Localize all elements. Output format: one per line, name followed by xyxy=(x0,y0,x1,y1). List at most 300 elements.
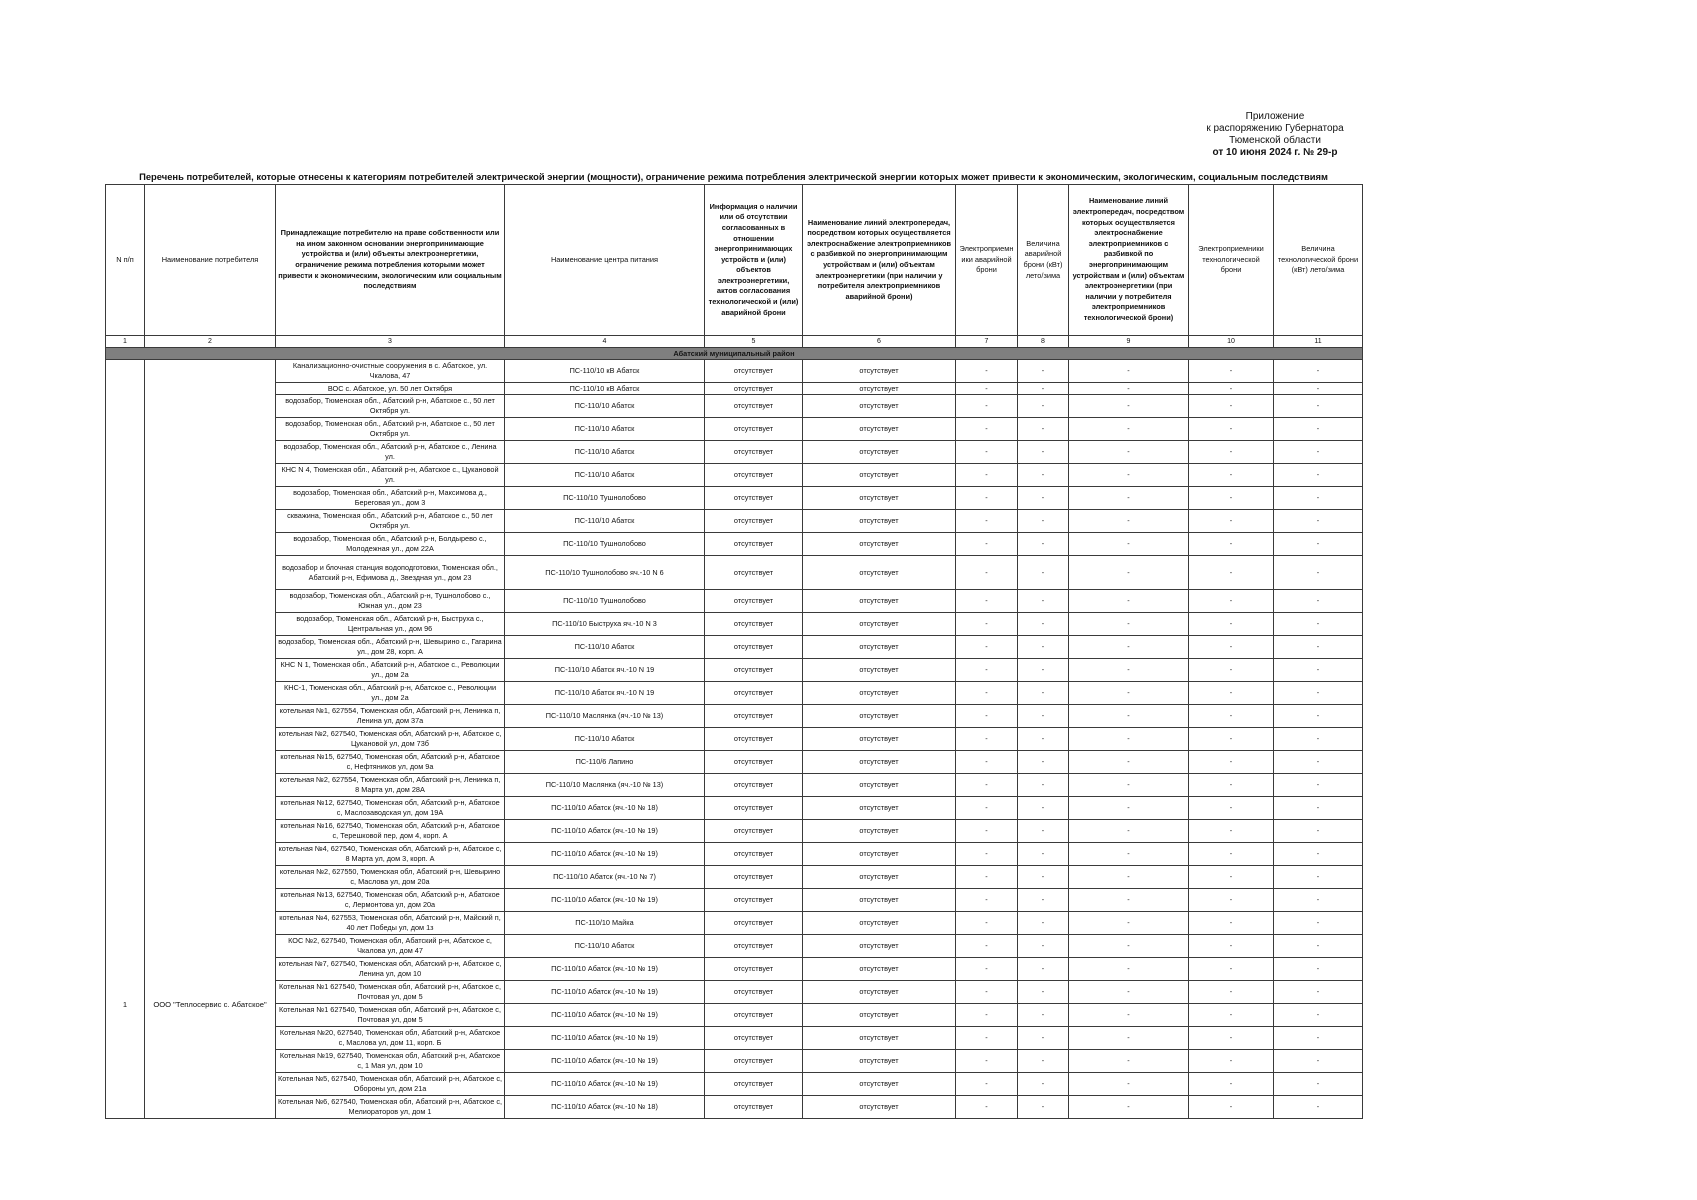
power-center-cell: ПС-110/10 Абатск (яч.-10 № 19) xyxy=(505,981,705,1004)
emergency-receivers-cell: - xyxy=(956,556,1018,590)
agreement-info-cell: отсутствует xyxy=(705,797,803,820)
emergency-receivers-cell: - xyxy=(956,464,1018,487)
section-title: Абатский муниципальный район xyxy=(106,348,1363,360)
tech-capacity-cell: - xyxy=(1274,556,1363,590)
tech-capacity-cell: - xyxy=(1274,751,1363,774)
tech-lines-cell: - xyxy=(1069,889,1189,912)
power-center-cell: ПС-110/10 кВ Абатск xyxy=(505,360,705,383)
column-number: 9 xyxy=(1069,336,1189,348)
tech-receivers-cell: - xyxy=(1189,659,1274,682)
tech-lines-cell: - xyxy=(1069,774,1189,797)
tech-capacity-cell: - xyxy=(1274,935,1363,958)
power-center-cell: ПС-110/10 Абатск xyxy=(505,636,705,659)
tech-lines-cell: - xyxy=(1069,441,1189,464)
tech-lines-cell: - xyxy=(1069,682,1189,705)
tech-capacity-cell: - xyxy=(1274,958,1363,981)
tech-receivers-cell: - xyxy=(1189,866,1274,889)
tech-capacity-cell: - xyxy=(1274,1004,1363,1027)
emergency-capacity-cell: - xyxy=(1018,1050,1069,1073)
table-row xyxy=(106,533,1363,556)
emergency-lines-cell: отсутствует xyxy=(803,820,956,843)
tech-lines-cell: - xyxy=(1069,1050,1189,1073)
object-cell: скважина, Тюменская обл., Абатский р-н, Абатское с., 50 лет Октября ул. xyxy=(276,510,505,533)
table-row xyxy=(106,728,1363,751)
power-center-cell: ПС-110/10 Тушнолобово яч.-10 N 6 xyxy=(505,556,705,590)
emergency-capacity-cell: - xyxy=(1018,487,1069,510)
power-center-cell: ПС-110/10 Тушнолобово xyxy=(505,487,705,510)
emergency-lines-cell: отсутствует xyxy=(803,1050,956,1073)
agreement-info-cell: отсутствует xyxy=(705,751,803,774)
column-numbers-row xyxy=(106,336,1363,348)
emergency-capacity-cell: - xyxy=(1018,659,1069,682)
agreement-info-cell: отсутствует xyxy=(705,533,803,556)
emergency-lines-cell: отсутствует xyxy=(803,418,956,441)
agreement-info-cell: отсутствует xyxy=(705,682,803,705)
tech-lines-cell: - xyxy=(1069,383,1189,395)
tech-receivers-cell: - xyxy=(1189,981,1274,1004)
emergency-lines-cell: отсутствует xyxy=(803,1096,956,1119)
power-center-cell: ПС-110/10 Абатск яч.-10 N 19 xyxy=(505,659,705,682)
emergency-lines-cell: отсутствует xyxy=(803,464,956,487)
power-center-cell: ПС-110/10 Абатск (яч.-10 № 19) xyxy=(505,1050,705,1073)
table-row xyxy=(106,510,1363,533)
object-cell: котельная №4, 627540, Тюменская обл, Абатский р-н, Абатское с, 8 Марта ул, дом 3, корп. А xyxy=(276,843,505,866)
emergency-lines-cell: отсутствует xyxy=(803,728,956,751)
header-consumer: Наименование потребителя xyxy=(145,185,276,336)
tech-capacity-cell: - xyxy=(1274,1073,1363,1096)
agreement-info-cell: отсутствует xyxy=(705,912,803,935)
table-row xyxy=(106,797,1363,820)
tech-receivers-cell: - xyxy=(1189,1073,1274,1096)
consumers-table xyxy=(105,184,1363,1119)
power-center-cell: ПС-110/10 Абатск xyxy=(505,395,705,418)
table-header xyxy=(106,185,1363,336)
tech-capacity-cell: - xyxy=(1274,360,1363,383)
tech-lines-cell: - xyxy=(1069,1096,1189,1119)
emergency-receivers-cell: - xyxy=(956,383,1018,395)
approval-line-order: к распоряжению Губернатора xyxy=(1206,123,1344,135)
agreement-info-cell: отсутствует xyxy=(705,395,803,418)
emergency-lines-cell: отсутствует xyxy=(803,613,956,636)
agreement-info-cell: отсутствует xyxy=(705,981,803,1004)
tech-receivers-cell: - xyxy=(1189,360,1274,383)
agreement-info-cell: отсутствует xyxy=(705,889,803,912)
header-emergency-lines: Наименование линий электропередач, посредством которых осуществляется электроснабжение электроприемников с разбивкой по энергопринимающим устройствам и (или) объектам электроэнергетики (при наличии у потребителя электроприемников аварийной брони) xyxy=(803,185,956,336)
header-power-center: Наименование центра питания xyxy=(505,185,705,336)
tech-receivers-cell: - xyxy=(1189,751,1274,774)
emergency-capacity-cell: - xyxy=(1018,464,1069,487)
table-row xyxy=(106,659,1363,682)
object-cell: котельная №2, 627540, Тюменская обл, Абатский р-н, Абатское с, Цукановой ул, дом 73б xyxy=(276,728,505,751)
tech-capacity-cell: - xyxy=(1274,705,1363,728)
emergency-receivers-cell: - xyxy=(956,487,1018,510)
tech-lines-cell: - xyxy=(1069,613,1189,636)
tech-receivers-cell: - xyxy=(1189,912,1274,935)
emergency-capacity-cell: - xyxy=(1018,613,1069,636)
emergency-capacity-cell: - xyxy=(1018,912,1069,935)
tech-receivers-cell: - xyxy=(1189,935,1274,958)
object-cell: водозабор, Тюменская обл., Абатский р-н, Абатское с., Ленина ул. xyxy=(276,441,505,464)
tech-receivers-cell: - xyxy=(1189,1050,1274,1073)
agreement-info-cell: отсутствует xyxy=(705,510,803,533)
column-number: 4 xyxy=(505,336,705,348)
tech-lines-cell: - xyxy=(1069,418,1189,441)
power-center-cell: ПС-110/10 Абатск (яч.-10 № 19) xyxy=(505,889,705,912)
emergency-capacity-cell: - xyxy=(1018,383,1069,395)
tech-receivers-cell: - xyxy=(1189,590,1274,613)
tech-receivers-cell: - xyxy=(1189,441,1274,464)
object-cell: ВОС с. Абатское, ул. 50 лет Октября xyxy=(276,383,505,395)
power-center-cell: ПС-110/10 Абатск xyxy=(505,441,705,464)
power-center-cell: ПС-110/10 Абатск (яч.-10 № 7) xyxy=(505,866,705,889)
power-center-cell: ПС-110/10 Абатск (яч.-10 № 18) xyxy=(505,797,705,820)
object-cell: Канализационно-очистные сооружения в с. Абатское, ул. Чкалова, 47 xyxy=(276,360,505,383)
object-cell: котельная №1, 627554, Тюменская обл, Абатский р-н, Ленинка п, Ленина ул, дом 37а xyxy=(276,705,505,728)
emergency-lines-cell: отсутствует xyxy=(803,556,956,590)
power-center-cell: ПС-110/10 Тушнолобово xyxy=(505,533,705,556)
agreement-info-cell: отсутствует xyxy=(705,728,803,751)
tech-lines-cell: - xyxy=(1069,395,1189,418)
emergency-capacity-cell: - xyxy=(1018,866,1069,889)
tech-capacity-cell: - xyxy=(1274,1096,1363,1119)
object-cell: водозабор, Тюменская обл., Абатский р-н, Максимова д., Береговая ул., дом 3 xyxy=(276,487,505,510)
object-cell: Котельная №5, 627540, Тюменская обл, Абатский р-н, Абатское с, Обороны ул, дом 21а xyxy=(276,1073,505,1096)
tech-lines-cell: - xyxy=(1069,556,1189,590)
object-cell: котельная №13, 627540, Тюменская обл, Абатский р-н, Абатское с, Лермонтова ул, дом 20а xyxy=(276,889,505,912)
table-row xyxy=(106,820,1363,843)
document-title: Перечень потребителей, которые отнесены к категориям потребителей электрической энергии (мощности), ограничение режима потребления электрической энергии которых может привести к экономическим, экологическим, социальным последствиям xyxy=(139,171,1328,182)
emergency-receivers-cell: - xyxy=(956,774,1018,797)
tech-receivers-cell: - xyxy=(1189,1004,1274,1027)
agreement-info-cell: отсутствует xyxy=(705,418,803,441)
agreement-info-cell: отсутствует xyxy=(705,590,803,613)
table-row xyxy=(106,395,1363,418)
emergency-capacity-cell: - xyxy=(1018,981,1069,1004)
object-cell: водозабор, Тюменская обл., Абатский р-н, Шевырино с., Гагарина ул., дом 28, корп. А xyxy=(276,636,505,659)
emergency-lines-cell: отсутствует xyxy=(803,912,956,935)
emergency-receivers-cell: - xyxy=(956,866,1018,889)
tech-capacity-cell: - xyxy=(1274,820,1363,843)
emergency-receivers-cell: - xyxy=(956,636,1018,659)
tech-lines-cell: - xyxy=(1069,981,1189,1004)
power-center-cell: ПС-110/10 Быструха яч.-10 N 3 xyxy=(505,613,705,636)
agreement-info-cell: отсутствует xyxy=(705,487,803,510)
approval-block xyxy=(1175,111,1375,159)
object-cell: котельная №4, 627553, Тюменская обл, Абатский р-н, Майский п, 40 лет Победы ул, дом 1з xyxy=(276,912,505,935)
emergency-capacity-cell: - xyxy=(1018,1073,1069,1096)
object-cell: котельная №12, 627540, Тюменская обл, Абатский р-н, Абатское с, Маслозаводская ул, дом 19А xyxy=(276,797,505,820)
emergency-capacity-cell: - xyxy=(1018,395,1069,418)
header-emergency-receivers: Электроприемники аварийной брони xyxy=(956,185,1018,336)
object-cell: Котельная №19, 627540, Тюменская обл, Абатский р-н, Абатское с, 1 Мая ул, дом 10 xyxy=(276,1050,505,1073)
tech-capacity-cell: - xyxy=(1274,464,1363,487)
emergency-receivers-cell: - xyxy=(956,935,1018,958)
tech-lines-cell: - xyxy=(1069,1004,1189,1027)
power-center-cell: ПС-110/10 Абатск xyxy=(505,728,705,751)
emergency-lines-cell: отсутствует xyxy=(803,1073,956,1096)
table-row xyxy=(106,441,1363,464)
agreement-info-cell: отсутствует xyxy=(705,1050,803,1073)
tech-lines-cell: - xyxy=(1069,636,1189,659)
tech-capacity-cell: - xyxy=(1274,682,1363,705)
emergency-lines-cell: отсутствует xyxy=(803,705,956,728)
object-cell: Котельная №1 627540, Тюменская обл, Абатский р-н, Абатское с, Почтовая ул, дом 5 xyxy=(276,981,505,1004)
object-cell: Котельная №20, 627540, Тюменская обл, Абатский р-н, Абатское с, Маслова ул, дом 11, корп. Б xyxy=(276,1027,505,1050)
emergency-receivers-cell: - xyxy=(956,1096,1018,1119)
tech-receivers-cell: - xyxy=(1189,464,1274,487)
emergency-receivers-cell: - xyxy=(956,360,1018,383)
emergency-capacity-cell: - xyxy=(1018,556,1069,590)
agreement-info-cell: отсутствует xyxy=(705,1004,803,1027)
emergency-receivers-cell: - xyxy=(956,441,1018,464)
table-row xyxy=(106,958,1363,981)
column-number: 7 xyxy=(956,336,1018,348)
emergency-lines-cell: отсутствует xyxy=(803,533,956,556)
emergency-receivers-cell: - xyxy=(956,659,1018,682)
emergency-lines-cell: отсутствует xyxy=(803,590,956,613)
tech-receivers-cell: - xyxy=(1189,613,1274,636)
emergency-capacity-cell: - xyxy=(1018,843,1069,866)
emergency-lines-cell: отсутствует xyxy=(803,797,956,820)
approval-line-appendix: Приложение xyxy=(1245,111,1305,122)
emergency-receivers-cell: - xyxy=(956,418,1018,441)
table-row xyxy=(106,1027,1363,1050)
emergency-lines-cell: отсутствует xyxy=(803,383,956,395)
emergency-lines-cell: отсутствует xyxy=(803,889,956,912)
tech-capacity-cell: - xyxy=(1274,418,1363,441)
table-row xyxy=(106,360,1363,383)
column-number: 10 xyxy=(1189,336,1274,348)
table-row xyxy=(106,935,1363,958)
emergency-lines-cell: отсутствует xyxy=(803,636,956,659)
tech-receivers-cell: - xyxy=(1189,728,1274,751)
agreement-info-cell: отсутствует xyxy=(705,613,803,636)
column-number: 2 xyxy=(145,336,276,348)
tech-receivers-cell: - xyxy=(1189,418,1274,441)
emergency-lines-cell: отсутствует xyxy=(803,751,956,774)
tech-capacity-cell: - xyxy=(1274,636,1363,659)
header-index: N п/п xyxy=(106,185,145,336)
agreement-info-cell: отсутствует xyxy=(705,556,803,590)
emergency-lines-cell: отсутствует xyxy=(803,510,956,533)
object-cell: котельная №2, 627554, Тюменская обл, Абатский р-н, Ленинка п, 8 Марта ул, дом 28А xyxy=(276,774,505,797)
object-cell: КОС №2, 627540, Тюменская обл, Абатский р-н, Абатское с, Чкалова ул, дом 47 xyxy=(276,935,505,958)
emergency-receivers-cell: - xyxy=(956,797,1018,820)
tech-lines-cell: - xyxy=(1069,728,1189,751)
approval-line-date: от 10 июня 2024 г. № 29-р xyxy=(1212,147,1338,159)
column-number: 11 xyxy=(1274,336,1363,348)
emergency-lines-cell: отсутствует xyxy=(803,843,956,866)
emergency-receivers-cell: - xyxy=(956,613,1018,636)
emergency-capacity-cell: - xyxy=(1018,751,1069,774)
emergency-lines-cell: отсутствует xyxy=(803,958,956,981)
power-center-cell: ПС-110/10 кВ Абатск xyxy=(505,383,705,395)
emergency-capacity-cell: - xyxy=(1018,510,1069,533)
emergency-receivers-cell: - xyxy=(956,751,1018,774)
emergency-capacity-cell: - xyxy=(1018,774,1069,797)
emergency-capacity-cell: - xyxy=(1018,1096,1069,1119)
tech-lines-cell: - xyxy=(1069,659,1189,682)
tech-lines-cell: - xyxy=(1069,935,1189,958)
tech-receivers-cell: - xyxy=(1189,1096,1274,1119)
table-row xyxy=(106,981,1363,1004)
power-center-cell: ПС-110/10 Абатск (яч.-10 № 18) xyxy=(505,1096,705,1119)
table-meta xyxy=(106,336,1363,360)
tech-lines-cell: - xyxy=(1069,590,1189,613)
header-objects: Принадлежащие потребителю на праве собственности или на ином законном основании энергопринимающие устройства и (или) объекты электроэнергетики, ограничение режима потребления которыми может привести к экономическим, экологическим или социальным последствиям xyxy=(276,185,505,336)
emergency-receivers-cell: - xyxy=(956,820,1018,843)
tech-capacity-cell: - xyxy=(1274,912,1363,935)
object-cell: котельная №16, 627540, Тюменская обл, Абатский р-н, Абатское с, Терешковой пер, дом 4, корп. А xyxy=(276,820,505,843)
tech-capacity-cell: - xyxy=(1274,383,1363,395)
header-tech-lines: Наименование линий электропередач, посредством которых осуществляется электроснабжение электроприемников с разбивкой по энергопринимающим устройствам и (или) объектам электроэнергетики (при наличии у потребителя электроприемников технологической брони) xyxy=(1069,185,1189,336)
emergency-receivers-cell: - xyxy=(956,912,1018,935)
table-row xyxy=(106,912,1363,935)
tech-lines-cell: - xyxy=(1069,751,1189,774)
table-row xyxy=(106,636,1363,659)
tech-capacity-cell: - xyxy=(1274,487,1363,510)
agreement-info-cell: отсутствует xyxy=(705,935,803,958)
section-row xyxy=(106,348,1363,360)
tech-lines-cell: - xyxy=(1069,866,1189,889)
tech-capacity-cell: - xyxy=(1274,843,1363,866)
tech-capacity-cell: - xyxy=(1274,441,1363,464)
power-center-cell: ПС-110/10 Абатск (яч.-10 № 19) xyxy=(505,958,705,981)
emergency-capacity-cell: - xyxy=(1018,418,1069,441)
power-center-cell: ПС-110/10 Абатск xyxy=(505,510,705,533)
emergency-capacity-cell: - xyxy=(1018,889,1069,912)
header-agreement-info: Информация о наличии или об отсутствии согласованных в отношении энергопринимающих устройств и (или) объектов электроэнергетики, актов согласования технологической и (или) аварийной брони xyxy=(705,185,803,336)
emergency-receivers-cell: - xyxy=(956,705,1018,728)
power-center-cell: ПС-110/10 Абатск яч.-10 N 19 xyxy=(505,682,705,705)
column-number: 8 xyxy=(1018,336,1069,348)
tech-capacity-cell: - xyxy=(1274,866,1363,889)
table-row xyxy=(106,1004,1363,1027)
object-cell: Котельная №6, 627540, Тюменская обл, Абатский р-н, Абатское с, Мелиораторов ул, дом 1 xyxy=(276,1096,505,1119)
agreement-info-cell: отсутствует xyxy=(705,1027,803,1050)
tech-capacity-cell: - xyxy=(1274,981,1363,1004)
emergency-capacity-cell: - xyxy=(1018,533,1069,556)
tech-receivers-cell: - xyxy=(1189,636,1274,659)
emergency-receivers-cell: - xyxy=(956,533,1018,556)
object-cell: водозабор, Тюменская обл., Абатский р-н, Абатское с., 50 лет Октября ул. xyxy=(276,418,505,441)
table-row xyxy=(106,889,1363,912)
tech-receivers-cell: - xyxy=(1189,774,1274,797)
table-row xyxy=(106,613,1363,636)
tech-receivers-cell: - xyxy=(1189,705,1274,728)
tech-lines-cell: - xyxy=(1069,797,1189,820)
emergency-lines-cell: отсутствует xyxy=(803,682,956,705)
table-row xyxy=(106,682,1363,705)
emergency-capacity-cell: - xyxy=(1018,958,1069,981)
tech-lines-cell: - xyxy=(1069,843,1189,866)
header-tech-capacity: Величина технологической брони (кВт) лето/зима xyxy=(1274,185,1363,336)
emergency-capacity-cell: - xyxy=(1018,935,1069,958)
power-center-cell: ПС-110/10 Абатск (яч.-10 № 19) xyxy=(505,1073,705,1096)
table-row xyxy=(106,487,1363,510)
power-center-cell: ПС-110/10 Абатск (яч.-10 № 19) xyxy=(505,1027,705,1050)
object-cell: Котельная №1 627540, Тюменская обл, Абатский р-н, Абатское с, Почтовая ул, дом 5 xyxy=(276,1004,505,1027)
tech-receivers-cell: - xyxy=(1189,383,1274,395)
tech-capacity-cell: - xyxy=(1274,395,1363,418)
agreement-info-cell: отсутствует xyxy=(705,705,803,728)
agreement-info-cell: отсутствует xyxy=(705,383,803,395)
header-emergency-capacity: Величина аварийной брони (кВт) лето/зима xyxy=(1018,185,1069,336)
emergency-capacity-cell: - xyxy=(1018,636,1069,659)
emergency-lines-cell: отсутствует xyxy=(803,935,956,958)
tech-lines-cell: - xyxy=(1069,1073,1189,1096)
power-center-cell: ПС-110/10 Абатск xyxy=(505,418,705,441)
tech-capacity-cell: - xyxy=(1274,774,1363,797)
tech-lines-cell: - xyxy=(1069,510,1189,533)
object-cell: водозабор, Тюменская обл., Абатский р-н, Быструха с., Центральная ул., дом 96 xyxy=(276,613,505,636)
tech-receivers-cell: - xyxy=(1189,1027,1274,1050)
emergency-lines-cell: отсутствует xyxy=(803,360,956,383)
tech-capacity-cell: - xyxy=(1274,510,1363,533)
tech-receivers-cell: - xyxy=(1189,843,1274,866)
power-center-cell: ПС-110/6 Лапино xyxy=(505,751,705,774)
object-cell: КНС N 1, Тюменская обл., Абатский р-н, Абатское с., Революции ул., дом 2а xyxy=(276,659,505,682)
emergency-receivers-cell: - xyxy=(956,510,1018,533)
emergency-receivers-cell: - xyxy=(956,395,1018,418)
tech-lines-cell: - xyxy=(1069,360,1189,383)
power-center-cell: ПС-110/10 Абатск xyxy=(505,935,705,958)
tech-receivers-cell: - xyxy=(1189,510,1274,533)
agreement-info-cell: отсутствует xyxy=(705,441,803,464)
agreement-info-cell: отсутствует xyxy=(705,1096,803,1119)
tech-capacity-cell: - xyxy=(1274,659,1363,682)
emergency-capacity-cell: - xyxy=(1018,441,1069,464)
agreement-info-cell: отсутствует xyxy=(705,360,803,383)
table-row xyxy=(106,1096,1363,1119)
object-cell: котельная №7, 627540, Тюменская обл, Абатский р-н, Абатское с, Ленина ул, дом 10 xyxy=(276,958,505,981)
emergency-receivers-cell: - xyxy=(956,1027,1018,1050)
tech-capacity-cell: - xyxy=(1274,533,1363,556)
table-row xyxy=(106,1050,1363,1073)
column-number: 6 xyxy=(803,336,956,348)
object-cell: водозабор, Тюменская обл., Абатский р-н, Болдырево с., Молодежная ул., дом 22А xyxy=(276,533,505,556)
emergency-receivers-cell: - xyxy=(956,1073,1018,1096)
tech-capacity-cell: - xyxy=(1274,797,1363,820)
tech-receivers-cell: - xyxy=(1189,797,1274,820)
tech-receivers-cell: - xyxy=(1189,487,1274,510)
tech-receivers-cell: - xyxy=(1189,395,1274,418)
emergency-capacity-cell: - xyxy=(1018,1004,1069,1027)
power-center-cell: ПС-110/10 Абатск xyxy=(505,464,705,487)
group-index-cell: 1 xyxy=(106,360,145,1119)
power-center-cell: ПС-110/10 Маслянка (яч.-10 № 13) xyxy=(505,774,705,797)
table-row xyxy=(106,464,1363,487)
agreement-info-cell: отсутствует xyxy=(705,464,803,487)
agreement-info-cell: отсутствует xyxy=(705,866,803,889)
table-row xyxy=(106,418,1363,441)
power-center-cell: ПС-110/10 Майка xyxy=(505,912,705,935)
tech-capacity-cell: - xyxy=(1274,1027,1363,1050)
emergency-receivers-cell: - xyxy=(956,1004,1018,1027)
consumer-name-cell: ООО "Теплосервис с. Абатское" xyxy=(145,360,276,1119)
emergency-lines-cell: отсутствует xyxy=(803,981,956,1004)
table-row xyxy=(106,843,1363,866)
agreement-info-cell: отсутствует xyxy=(705,820,803,843)
table-row xyxy=(106,705,1363,728)
tech-capacity-cell: - xyxy=(1274,728,1363,751)
tech-receivers-cell: - xyxy=(1189,958,1274,981)
table-row xyxy=(106,774,1363,797)
approval-line-region: Тюменской области xyxy=(1229,135,1321,147)
table-row xyxy=(106,556,1363,590)
emergency-receivers-cell: - xyxy=(956,590,1018,613)
tech-lines-cell: - xyxy=(1069,487,1189,510)
